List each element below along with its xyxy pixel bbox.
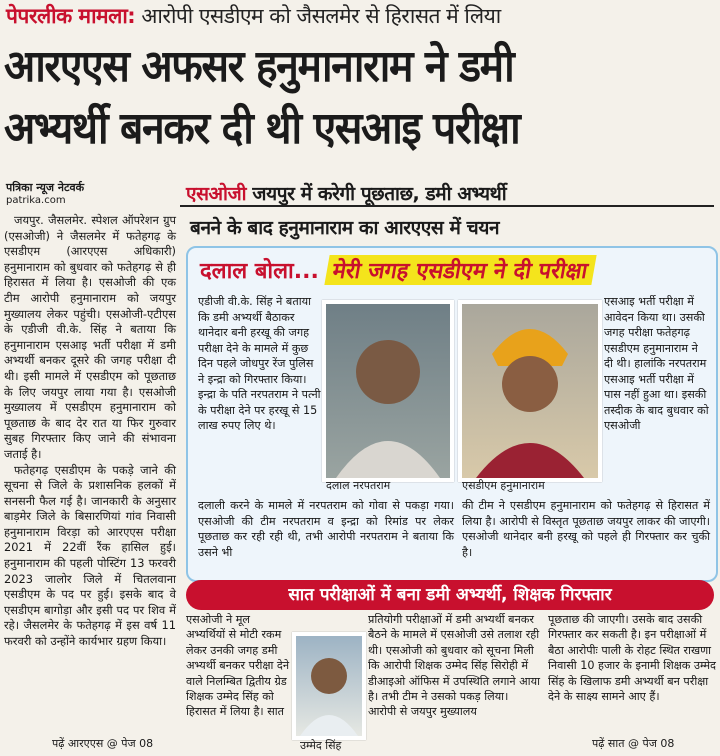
headline-line-1: आरएएस अफसर हनुमानाराम ने डमी — [4, 41, 514, 92]
subhead-red: एसओजी — [186, 183, 247, 205]
story2-col-c: पूछताछ की जाएगी। उसके बाद उसकी गिरफ्तार कर सकती है। इन परीक्षाओं में बैठा आरोपीः पाली के रोहट स्थित राखणा निवासी 10 हजार के इनामी शिक्षक उम्मेद सिंह के खिलाफ डमी अभ्यर्थी बन परीक्षा देने के साक्ष्य सामने आए हैं। — [548, 613, 716, 704]
box-text-right: एसआइ भर्ती परीक्षा में आवेदन किया था। उसकी जगह परीक्षा फतेहगढ़ एसडीएम हनुमानाराम ने दी थी। हालांकि नरपतराम एसआइ भर्ती परीक्षा में पास नहीं हुआ था। इसकी तस्दीक के बाद बुधवार को एसओजी — [604, 295, 709, 432]
divider — [180, 205, 714, 207]
lead-paragraph-2: फतेहगढ़ एसडीएम के पकड़े जाने की सूचना से जिले के प्रशासनिक हलकों में सनसनी फैल गई है। जानकारी के अनुसार बाड़मेर जिले के बिसारणियां गांव निवासी हनुमानाराम विरड़ा को आरएएस परीक्षा 2021 में 22वीं रैंक हासिल हुई। हनुमानाराम की पहली पोस्टिंग 13 फरवरी 2023 जालोर जिले में चितलवाना एसडीएम के पद पर हुई। इसके बाद वे एसडीएम बागोड़ा और इसी पद पर शिव में रहे। जैसलमेर के फतेहगढ़ में इस वर्ष 11 फरवरी को उन्होंने कार्यभार ग्रहण किया। — [4, 462, 176, 649]
box-text-bottom-right: की टीम ने एसडीएम हनुमानाराम को फतेहगढ़ से हिरासत में लिया है। आरोपी से विस्तृत पूछताछ जयपुर लाकर की जाएगी। एसओजी थानेदार बनी हरखू को पहले ही गिरफ्तार कर चुकी है। — [462, 499, 710, 559]
caption-narpatram: दलाल नरपतराम — [326, 479, 391, 492]
subhead-line-2: बनने के बाद हनुमानाराम का आरएएस में चयन — [190, 217, 500, 239]
story2-col-a: एसओजी ने मूल अभ्यर्थियों से मोटी रकम लेकर उनकी जगह डमी अभ्यर्थी बनकर परीक्षा देने वाले निलम्बित द्वितीय ग्रेड शिक्षक उम्मेद सिंह को हिरासत में लिया है। सात — [186, 613, 290, 719]
byline-site: patrika.com — [6, 195, 66, 206]
subhead-line-1 — [186, 180, 506, 206]
lead-paragraph-1: जयपुर. जैसलमेर. स्पेशल ऑपरेशन ग्रुप (एसओजी) ने जैसलमेर में फतेहगढ़ के एसडीएम (आरएएस अधिकारी) हनुमानाराम को बुधवार को फतेहगढ़ से ही हिरासत में लिया है। एसओजी की एक टीम आरोपी हनुमानाराम को जयपुर मुख्यालय लेकर पहुंची। एसओजी-एटीएस के एडीजी वी.के. सिंह ने बताया कि हनुमानाराम एसआइ भर्ती परीक्षा में डमी अभ्यर्थी बनकर दूसरे की जगह परीक्षा दी थी। इसी मामले में एसडीएम को पूछताछ के लिए जयपुर लाया गया है। एसओजी मुख्यालय में एसडीएम हनुमानाराम को पूछताछ के बाद देर रात या फिर गुरुवार सुबह गिरफ्तार किए जाने की संभावना जताई है। — [4, 213, 176, 461]
box-text-bottom-left: दलाली करने के मामले में नरपतराम को गोवा से पकड़ा गया। एसओजी की टीम नरपतराम व इन्द्रा को रिमांड पर लेकर पूछताछ कर रही रही थी, तभी आरोपी नरपतराम ने बताया कि उसने भी — [198, 499, 454, 559]
person-icon — [296, 636, 362, 736]
person-turban-icon — [462, 304, 598, 478]
headline-line-2: अभ्यर्थी बनकर दी थी एसआइ परीक्षा — [4, 103, 520, 154]
photo-narpatram — [322, 300, 454, 482]
photo-hanumanaram — [458, 300, 602, 482]
story2-col-b: प्रतियोगी परीक्षाओं में डमी अभ्यर्थी बनकर बैठने के मामले में एसओजी उसे तलाश रही थी। एसओजी को बुधवार को सूचना मिली कि आरोपी शिक्षक उम्मेद सिंह सिरोही में डीआइओ ऑफिस में उपस्थिति लगाने आया है। तभी टीम ने उसको पकड़ लिया। आरोपी से जयपुर मुख्यालय — [368, 613, 541, 719]
box-headline — [200, 255, 593, 285]
kicker — [6, 2, 501, 30]
kicker-label: पेपरलीक मामला: — [6, 4, 136, 28]
byline-agency: पत्रिका न्यूज नेटवर्क — [6, 181, 85, 194]
person-icon — [326, 304, 450, 478]
footer-jump-left: पढ़ें आरएएस @ पेज 08 — [52, 737, 154, 750]
kicker-text: आरोपी एसडीएम को जैसलमेर से हिरासत में लिया — [141, 4, 501, 28]
footer-jump-right: पढ़ें सात @ पेज 08 — [592, 737, 675, 750]
subhead-rest: जयपुर में करेगी पूछताछ, डमी अभ्यर्थी — [246, 183, 507, 205]
lead-column — [4, 213, 176, 650]
caption-ummed-singh: उम्मेद सिंह — [300, 739, 342, 752]
section-band: सात परीक्षाओं में बना डमी अभ्यर्थी, शिक्षक गिरफ्तार — [186, 580, 714, 610]
photo-ummed-singh — [292, 632, 366, 740]
box-head-yellow: मेरी जगह एसडीएम ने दी परीक्षा — [324, 255, 596, 285]
box-head-red: दलाल बोला... — [200, 259, 319, 284]
box-text-left: एडीजी वी.के. सिंह ने बताया कि डमी अभ्यर्थी बैठाकर थानेदार बनी हरखू की जगह परीक्षा देने के मामले में कुछ दिन पहले जोधपुर रेंज पुलिस ने इन्द्रा को गिरफ्तार किया। इन्द्रा के पति नरपतराम ने पत्नी के परीक्षा देने पर हरखू से 15 लाख रुपए लिए थे। — [198, 295, 321, 432]
caption-hanumanaram: एसडीएम हनुमानाराम — [462, 479, 545, 492]
